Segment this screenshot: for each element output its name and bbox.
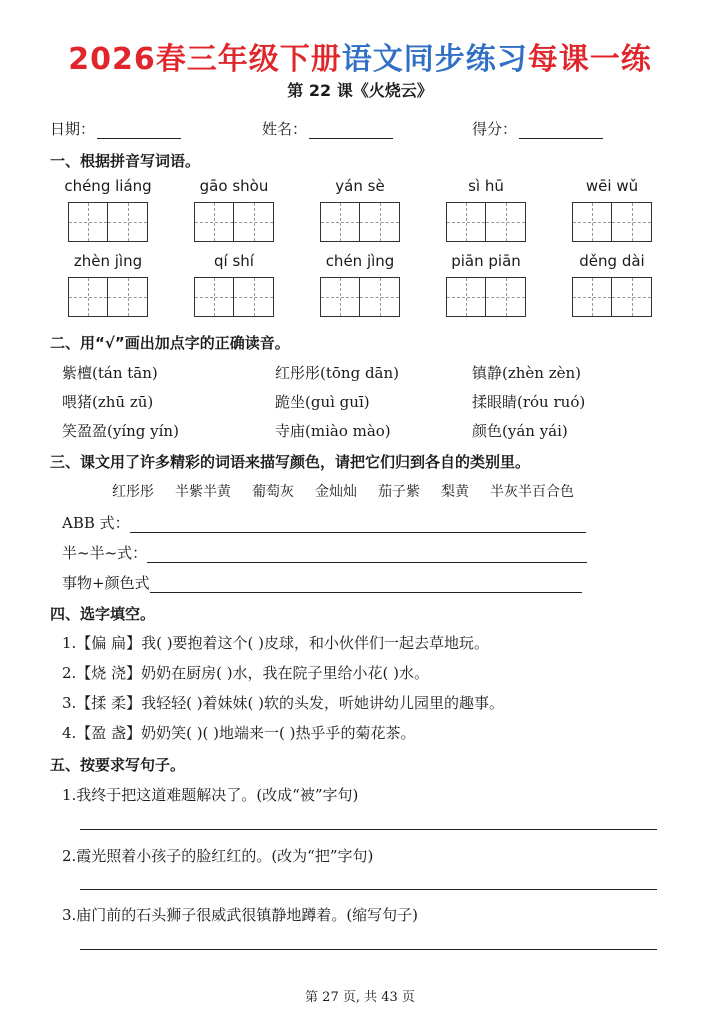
sentence-question: 1.我终于把这道难题解决了。(改成“被”字句)	[62, 786, 359, 804]
name-field[interactable]	[262, 118, 393, 139]
writing-box[interactable]	[572, 277, 612, 317]
answer-line[interactable]	[80, 889, 657, 890]
score-label: 得分：	[472, 120, 518, 138]
writing-boxes[interactable]	[53, 202, 163, 242]
writing-boxes[interactable]	[179, 202, 289, 242]
writing-box[interactable]	[572, 202, 612, 242]
pinyin-label: chéng liáng	[64, 177, 152, 195]
bank-word: 葡萄灰	[252, 484, 294, 500]
category-label: 事物+颜色式	[62, 574, 150, 592]
writing-box[interactable]	[320, 277, 360, 317]
bank-word: 红彤彤	[112, 484, 154, 500]
writing-box[interactable]	[612, 277, 652, 317]
pinyin-item	[179, 175, 289, 242]
reading-choice[interactable]: 紫檀(tán tān)	[62, 364, 158, 382]
writing-box[interactable]	[612, 202, 652, 242]
name-blank[interactable]	[309, 122, 393, 139]
writing-box[interactable]	[108, 277, 148, 317]
sentence-question: 3.庙门前的石头狮子很威武很镇静地蹲着。(缩写句子)	[62, 906, 419, 924]
page-number: 第 27 页, 共 43 页	[305, 990, 415, 1005]
writing-boxes[interactable]	[305, 277, 415, 317]
writing-box[interactable]	[446, 277, 486, 317]
pinyin-item	[53, 175, 163, 242]
sentence-question: 2.霞光照着小孩子的脸红红的。(改为“把”字句)	[62, 847, 374, 865]
reading-choice[interactable]: 揉眼睛(róu ruó)	[472, 393, 586, 411]
pinyin-label: sì hū	[468, 177, 504, 195]
reading-choice[interactable]: 寺庙(miào mào)	[275, 422, 391, 440]
writing-box[interactable]	[360, 277, 400, 317]
page-title	[0, 34, 720, 78]
reading-choice[interactable]: 颜色(yán yái)	[472, 422, 568, 440]
bank-word: 茄子紫	[378, 484, 420, 500]
lesson-subtitle: 第 22 课《火烧云》	[287, 81, 433, 100]
pinyin-item	[53, 250, 163, 317]
word-bank	[112, 481, 574, 501]
bank-word: 金灿灿	[315, 484, 357, 500]
score-blank[interactable]	[519, 122, 603, 139]
category-row-abb	[62, 512, 586, 533]
fill-question[interactable]: 1.【偏 扁】我( )要抱着这个( )皮球，和小伙伴们一起去草地玩。	[62, 634, 490, 652]
date-label: 日期：	[50, 120, 96, 138]
pinyin-item	[179, 250, 289, 317]
category-answer-line[interactable]	[150, 574, 582, 593]
writing-boxes[interactable]	[431, 202, 541, 242]
reading-choice[interactable]: 跪坐(guì guī)	[275, 393, 370, 411]
pinyin-label: piān piān	[451, 252, 521, 270]
section-3-heading: 三、课文用了许多精彩的词语来描写颜色，请把它们归到各自的类别里。	[50, 453, 531, 471]
reading-choice[interactable]: 喂猪(zhū zū)	[62, 393, 154, 411]
writing-box[interactable]	[320, 202, 360, 242]
pinyin-label: qí shí	[214, 252, 254, 270]
category-label: ABB 式：	[62, 514, 130, 532]
writing-box[interactable]	[194, 202, 234, 242]
pinyin-label: wēi wǔ	[585, 177, 639, 195]
answer-line[interactable]	[80, 829, 657, 830]
pinyin-label: gāo shòu	[199, 177, 269, 195]
reading-choice[interactable]: 笑盈盈(yíng yín)	[62, 422, 179, 440]
pinyin-item	[431, 250, 541, 317]
bank-word: 半紫半黄	[175, 484, 231, 500]
writing-box[interactable]	[68, 202, 108, 242]
reading-choice[interactable]: 镇静(zhèn zèn)	[472, 364, 582, 382]
writing-box[interactable]	[68, 277, 108, 317]
bank-word: 半灰半百合色	[490, 484, 574, 500]
title-part-3: 每课一练	[527, 42, 652, 77]
pinyin-item	[557, 250, 667, 317]
writing-boxes[interactable]	[557, 202, 667, 242]
pinyin-label: zhèn jìng	[73, 252, 143, 270]
pinyin-label: děng dài	[579, 252, 645, 270]
name-label: 姓名：	[262, 120, 308, 138]
fill-question[interactable]: 4.【盈 盏】奶奶笑( )( )地端来一( )热乎乎的菊花茶。	[62, 724, 416, 742]
category-row-half	[62, 542, 587, 563]
category-row-thing-color	[62, 572, 582, 593]
score-field[interactable]	[472, 118, 603, 139]
fill-question[interactable]: 3.【揉 柔】我轻轻( )着妹妹( )软的头发，听她讲幼儿园里的趣事。	[62, 694, 505, 712]
pinyin-item	[431, 175, 541, 242]
category-label: 半~半~式：	[62, 544, 148, 562]
writing-boxes[interactable]	[53, 277, 163, 317]
category-answer-line[interactable]	[130, 514, 586, 533]
writing-box[interactable]	[486, 202, 526, 242]
section-5-heading: 五、按要求写句子。	[50, 756, 186, 774]
category-answer-line[interactable]	[147, 544, 587, 563]
writing-boxes[interactable]	[305, 202, 415, 242]
answer-line[interactable]	[80, 949, 657, 950]
date-blank[interactable]	[97, 122, 181, 139]
pinyin-label: yán sè	[335, 177, 385, 195]
reading-choice[interactable]: 红彤彤(tōng dān)	[275, 364, 399, 382]
writing-box[interactable]	[486, 277, 526, 317]
writing-box[interactable]	[108, 202, 148, 242]
title-part-2: 语文同步练习	[341, 42, 528, 77]
section-4-heading: 四、选字填空。	[50, 605, 156, 623]
fill-question[interactable]: 2.【烧 浇】奶奶在厨房( )水，我在院子里给小花( )水。	[62, 664, 430, 682]
writing-boxes[interactable]	[557, 277, 667, 317]
section-1-heading: 一、根据拼音写词语。	[50, 152, 201, 170]
title-part-1: 2026春三年级下册	[68, 42, 342, 77]
writing-boxes[interactable]	[431, 277, 541, 317]
writing-box[interactable]	[234, 277, 274, 317]
pinyin-item	[557, 175, 667, 242]
pinyin-item	[305, 250, 415, 317]
section-2-heading: 二、用“√”画出加点字的正确读音。	[50, 334, 290, 352]
date-field[interactable]	[50, 118, 181, 139]
writing-box[interactable]	[194, 277, 234, 317]
bank-word: 梨黄	[441, 484, 469, 500]
pinyin-label: chén jìng	[325, 252, 395, 270]
pinyin-item	[305, 175, 415, 242]
writing-box[interactable]	[234, 202, 274, 242]
writing-boxes[interactable]	[179, 277, 289, 317]
writing-box[interactable]	[360, 202, 400, 242]
writing-box[interactable]	[446, 202, 486, 242]
